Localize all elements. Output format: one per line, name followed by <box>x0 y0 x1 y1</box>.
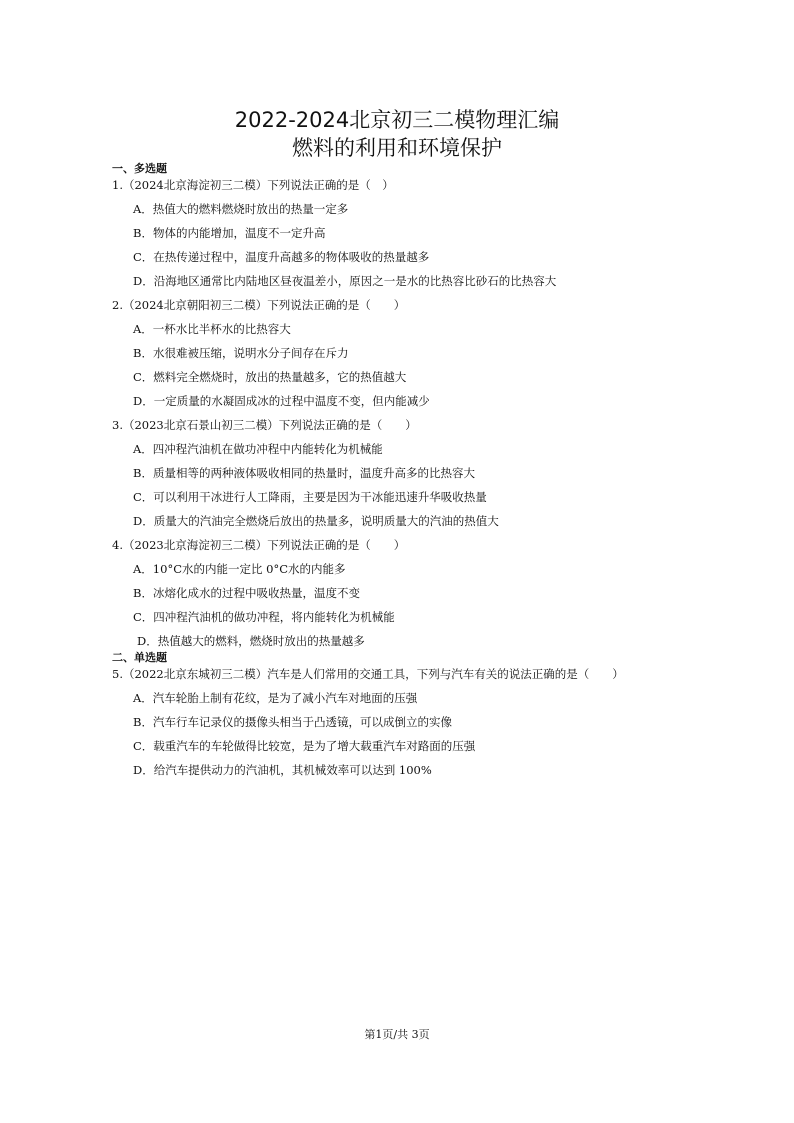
option-c: C．燃料完全燃烧时，放出的热量越多，它的热值越大 <box>133 370 407 384</box>
section-heading-single-choice: 二、单选题 <box>112 651 167 664</box>
question-stem: 4.（2023北京海淀初三二模）下列说法正确的是（ ） <box>112 538 406 552</box>
option-d: D．沿海地区通常比内陆地区昼夜温差小，原因之一是水的比热容比砂石的比热容大 <box>133 274 557 288</box>
option-b: B．汽车行车记录仪的摄像头相当于凸透镜，可以成倒立的实像 <box>133 715 452 729</box>
section-heading-multiple-choice: 一、多选题 <box>112 162 167 175</box>
option-c: C．载重汽车的车轮做得比较宽，是为了增大载重汽车对路面的压强 <box>133 739 476 753</box>
option-a: A．10°C水的内能一定比 0°C水的内能多 <box>133 562 346 576</box>
option-a: A．四冲程汽油机在做功冲程中内能转化为机械能 <box>133 442 383 456</box>
option-b: B．物体的内能增加，温度不一定升高 <box>133 226 326 240</box>
option-c: C．四冲程汽油机的做功冲程，将内能转化为机械能 <box>133 610 395 624</box>
option-d: D．给汽车提供动力的汽油机，其机械效率可以达到 100% <box>133 763 432 777</box>
page-number-footer: 第1页/共 3页 <box>364 1028 430 1041</box>
question-stem: 1.（2024北京海淀初三二模）下列说法正确的是（ ） <box>112 178 394 192</box>
option-a: A．一杯水比半杯水的比热容大 <box>133 322 291 336</box>
option-a: A．热值大的燃料燃烧时放出的热量一定多 <box>133 202 349 216</box>
option-d: D．热值越大的燃料，燃烧时放出的热量越多 <box>137 634 365 648</box>
option-b: B．水很难被压缩，说明水分子间存在斥力 <box>133 346 349 360</box>
option-d: D．一定质量的水凝固成冰的过程中温度不变，但内能减少 <box>133 394 430 408</box>
option-d: D．质量大的汽油完全燃烧后放出的热量多，说明质量大的汽油的热值大 <box>133 514 499 528</box>
option-b: B．质量相等的两种液体吸收相同的热量时，温度升高多的比热容大 <box>133 466 475 480</box>
option-c: C．可以利用干冰进行人工降雨，主要是因为干冰能迅速升华吸收热量 <box>133 490 487 504</box>
document-title <box>0 106 794 162</box>
title-line-2: 燃料的利用和环境保护 <box>292 136 502 160</box>
option-c: C．在热传递过程中，温度升高越多的物体吸收的热量越多 <box>133 250 430 264</box>
option-a: A．汽车轮胎上制有花纹，是为了减小汽车对地面的压强 <box>133 691 418 705</box>
question-stem: 5.（2022北京东城初三二模）汽车是人们常用的交通工具，下列与汽车有关的说法正确的是（ ） <box>112 667 624 681</box>
question-stem: 2.（2024北京朝阳初三二模）下列说法正确的是（ ） <box>112 298 406 312</box>
title-line-1: 2022-2024北京初三二模物理汇编 <box>234 108 560 132</box>
option-b: B．冰熔化成水的过程中吸收热量，温度不变 <box>133 586 360 600</box>
question-stem: 3.（2023北京石景山初三二模）下列说法正确的是（ ） <box>112 418 417 432</box>
